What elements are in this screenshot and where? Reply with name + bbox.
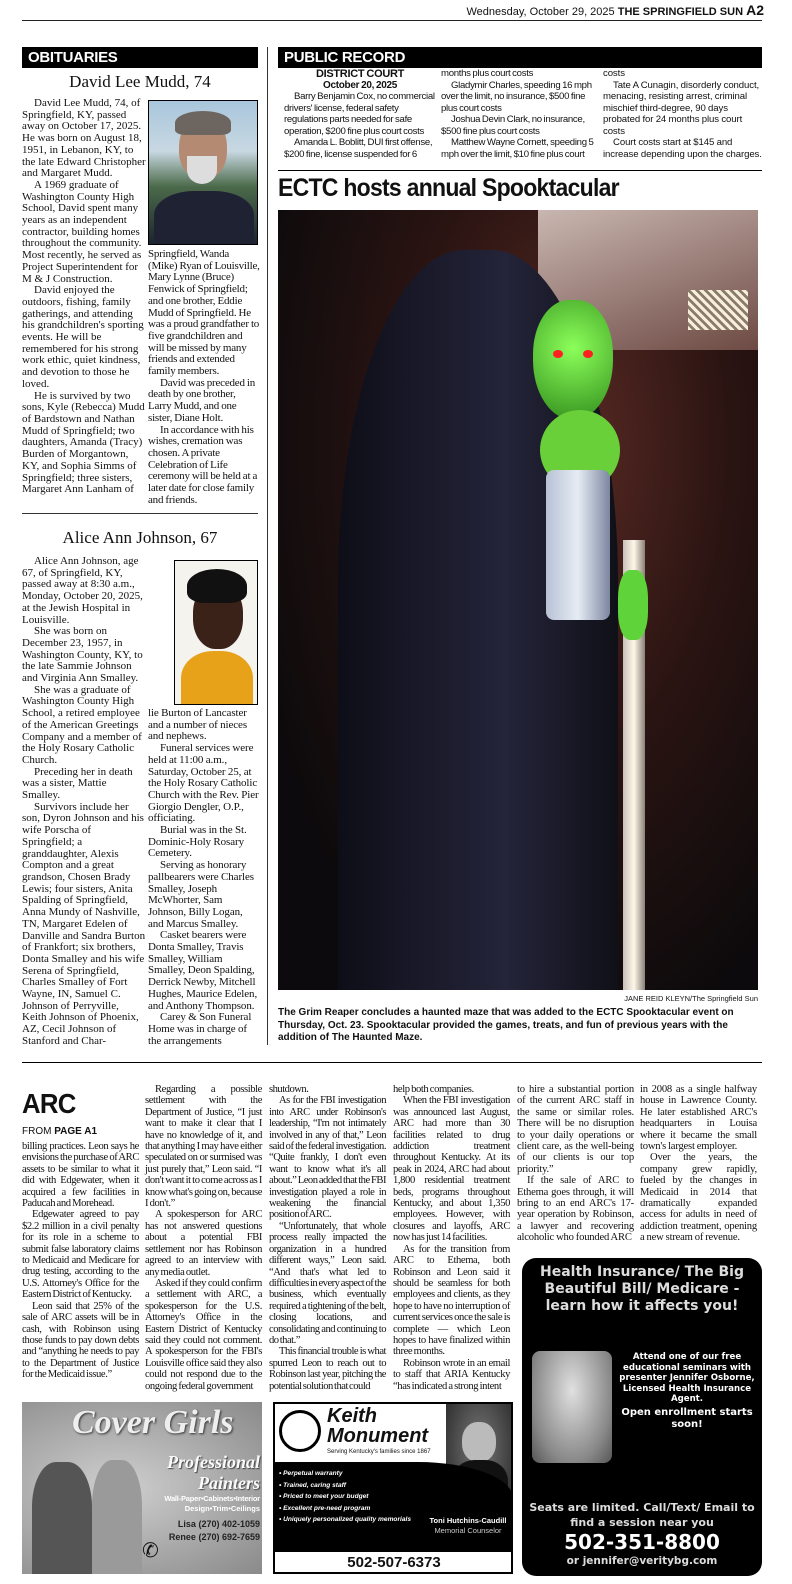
bullet-text: Perpetual warranty bbox=[283, 1470, 343, 1477]
paragraph: Preceding her in death was a sister, Mattie Smalley. bbox=[22, 765, 133, 802]
arc-headline: ARC bbox=[22, 1088, 76, 1119]
bullet-item: • Trained, caring staff bbox=[279, 1481, 346, 1489]
arc-column-6 bbox=[640, 1084, 757, 1244]
bullet-text: Excellent pre-need program bbox=[283, 1504, 371, 1512]
obituary-text-col1 bbox=[22, 98, 146, 496]
phone-icon: ✆ bbox=[142, 1538, 159, 1562]
painter-illustration bbox=[92, 1460, 142, 1574]
ad-title bbox=[327, 1406, 428, 1446]
paragraph: months plus court costs bbox=[441, 68, 534, 79]
ad-tagline: Serving Kentucky's families since 1867 bbox=[327, 1449, 431, 1455]
ad-title-line: Monument bbox=[327, 1425, 429, 1447]
contact-name: Lisa bbox=[177, 1519, 196, 1529]
paragraph: This financial trouble is what spurred Leon to reach out to Robinson last year, pitching the potential solution that could bbox=[269, 1346, 386, 1392]
bullet-item: • Excellent pre-need program bbox=[279, 1504, 371, 1512]
paragraph: She was born on December 23, 1957, in Washington County, KY, to the late Sammie Johnson and Virginia Ann Smalley. bbox=[22, 625, 143, 685]
court-date: October 20, 2025 bbox=[322, 80, 398, 91]
obituary-text-col2 bbox=[148, 708, 260, 1047]
paragraph: Survivors include her son, Dyron Johnson and his wife Porscha of Springfield; a granddaughter, Alexis Compton and a great grandson, Chosen Brady Lewis; four sisters, Anita Spalding of Springfield, Anna Mundy of Nashville, TN, Margaret Edelen of Danville and Sandra Burton of Frankfort; six brothers, Donta Smalley and his wife Serena of Springfield, Charles Smalley of Fort Wayne, IN, Samuel C. Johnson of Perryville, Keith Johnson of Phoenix, AZ, Cecil Johnson of Stanford and Char- bbox=[22, 800, 146, 1047]
photo-caption: The Grim Reaper concludes a haunted maze that was added to the ECTC Spooktacular event on Thursday, Oct. 23. Spooktacular provided the games, treats, and fun of previous years with the addition of The Haunted Maze. bbox=[278, 1007, 734, 1043]
column-divider bbox=[267, 47, 268, 1045]
ad-body: Attend one of our free educational seminars with presenter Jennifer Osborne, Licensed Health Insurance Agent. bbox=[619, 1352, 755, 1404]
arc-column-1 bbox=[22, 1141, 139, 1381]
paragraph: He is survived by two sons, Kyle (Rebecca) Mudd of Bardstown and Nathan Mudd of Springfield; two daughters, Amanda (Tracy) Burden of Morgantown, KY, and Sophia Simms of Springfield; three sisters, Margaret Ann Lanham of bbox=[22, 389, 145, 496]
ad-cta: Seats are limited. Call/Text/ Email to find a session near you bbox=[529, 1501, 755, 1529]
paragraph: Springfield, Wanda (Mike) Ryan of Louisville, Mary Lynne (Bruce) Fenwick of Springfield; and one brother, Eddie Mudd of Springfield. He was a proud grandfather to five grandchildren and will be missed by many friends and extended family members. bbox=[148, 248, 260, 378]
divider bbox=[278, 170, 762, 171]
arc-column-2 bbox=[145, 1084, 262, 1392]
ad-services: Wall-Paper•Cabinets•Interior bbox=[164, 1494, 260, 1503]
contact-phone[interactable]: (270) 692-7659 bbox=[198, 1532, 260, 1542]
paper-name: THE SPRINGFIELD SUN bbox=[617, 6, 744, 18]
counselor-name: Toni Hutchins-Caudill bbox=[429, 1516, 507, 1525]
paragraph: lie Burton of Lancaster and a number of nieces and nephews. bbox=[148, 707, 248, 743]
obituary-photo-david bbox=[148, 100, 258, 245]
feature-photo-grim-reaper bbox=[278, 210, 758, 990]
rock-of-ages-logo bbox=[279, 1410, 321, 1452]
counselor-role: Memorial Counselor bbox=[434, 1526, 502, 1535]
court-title: DISTRICT COURT bbox=[315, 68, 405, 80]
paragraph: shutdown. bbox=[269, 1084, 309, 1095]
paragraph: in 2008 as a single halfway house in Lawrence County. He later established ARC's headquarters in Louisa where it became the small town's largest employer. bbox=[640, 1084, 757, 1153]
paragraph: Gladymir Charles, speeding 16 mph over the limit, no insurance, $500 fine plus court costs bbox=[441, 79, 592, 114]
paragraph: help both companies. bbox=[393, 1084, 474, 1095]
ad-headline: Health Insurance/ The Big Beautiful Bill/ Medicare - learn how it affects you! bbox=[540, 1264, 744, 1314]
paragraph: Funeral services were held at 11:00 a.m., Saturday, October 25, at the Holy Rosary Catholic Church with the Rev. Pier Giorgio Dengler, O.P., officiating. bbox=[148, 742, 259, 825]
paragraph: Carey & Son Funeral Home was in charge of the arrangements bbox=[148, 1011, 252, 1047]
section-divider bbox=[22, 1062, 762, 1063]
paragraph: Tate A Cunagin, disorderly conduct, menacing, resisting arrest, criminal mischief third-degree, 90 days probated for 24 months plus court costs bbox=[603, 79, 760, 137]
obituary-name: Alice Ann Johnson, 67 bbox=[62, 528, 218, 547]
arc-column-3 bbox=[269, 1084, 386, 1392]
paragraph: David was preceded in death by one brother, Larry Mudd, and one sister, Diane Holt. bbox=[148, 376, 256, 424]
paragraph: Robinson wrote in an email to staff that ARIA Kentucky “has indicated a strong intent bbox=[393, 1357, 510, 1392]
paragraph: costs bbox=[603, 68, 625, 79]
paragraph: Serving as honorary pallbearers were Charles Smalley, Joseph McWhorter, Sam Johnson, Billy Logan, and Marcus Smalley. bbox=[148, 859, 254, 930]
paragraph: billing practices. Leon says he envisions the purchase of ARC assets to be similar to what it did with Edgewater, when it acquired a few facilities in Paducah and Morehead. bbox=[22, 1141, 139, 1210]
paragraph: When the FBI investigation was announced last August, ARC had more than 30 facilities related to drug addiction treatment throughout Kentucky. At its peak in 2024, ARC had about 1,800 residential treatment beds, programs throughout Kentucky, and about 1,350 employees. However, with closures and layoffs, ARC now has just 14 facilities. bbox=[393, 1095, 510, 1244]
paragraph: As for the transition from ARC to Ethema, both Robinson and Leon said it should be seamless for both employees and clients, as they hope to have no interruption of current services once the sale is complete — which Leon hopes to have finalized within three months. bbox=[393, 1243, 510, 1358]
paragraph: Joshua Devin Clark, no insurance, $500 fine plus court costs bbox=[441, 114, 585, 137]
ad-title-line: Keith bbox=[327, 1405, 377, 1427]
obituaries-header: OBITUARIES bbox=[22, 47, 258, 68]
obituary-text-col1 bbox=[22, 556, 146, 1048]
ad-phone[interactable]: 502-507-6373 bbox=[347, 1554, 441, 1571]
paragraph: Casket bearers were Donta Smalley, Travis Smalley, William Smalley, Deon Spalding, Derrick Newby, Mitchell Hughes, Maurice Edelen, and Anthony Thompson. bbox=[148, 929, 258, 1012]
agent-photo bbox=[532, 1351, 612, 1463]
court-entries bbox=[284, 91, 436, 160]
paragraph: Alice Ann Johnson, age 67, of Springfield, KY, passed away at 8:30 a.m., Monday, October 20, 2025, at the Jewish Hospital in Louisville. bbox=[22, 555, 143, 626]
ad-bullets bbox=[279, 1468, 421, 1526]
ad-services: Design•Trim•Ceilings bbox=[184, 1504, 260, 1513]
ad-subtitle: Painters bbox=[197, 1473, 260, 1493]
ad-health-insurance[interactable] bbox=[522, 1258, 762, 1576]
paragraph: Court costs start at $145 and increase depending upon the charges. bbox=[603, 137, 762, 160]
painter-illustration bbox=[32, 1462, 92, 1574]
ad-keith-monument[interactable] bbox=[273, 1402, 513, 1574]
ad-cover-girls[interactable] bbox=[22, 1402, 262, 1574]
obituary-name: David Lee Mudd, 74 bbox=[69, 72, 211, 91]
obituary-photo-alice bbox=[174, 560, 258, 705]
paragraph: A spokesperson for ARC has not answered questions about a potential FBI settlement nor has Robinson agreed to an interview with any media outlet. bbox=[145, 1209, 262, 1278]
contact-phone[interactable]: (270) 402-1059 bbox=[198, 1519, 260, 1529]
paragraph: Barry Benjamin Cox, no commercial drivers' license, federal safety regulations parts needed for safe operation, $200 fine plus court costs bbox=[284, 91, 435, 137]
paragraph: In accordance with his wishes, cremation was chosen. A private Celebration of Life ceremony will be held at a later date for close family and friends. bbox=[148, 423, 258, 506]
ad-open-enrollment: Open enrollment starts soon! bbox=[621, 1406, 753, 1430]
ad-title: Cover Girls bbox=[72, 1404, 234, 1441]
obituary-text-col2 bbox=[148, 249, 260, 506]
paragraph: Burial was in the St. Dominic-Holy Rosary Cemetery. bbox=[148, 824, 247, 860]
ad-body-block bbox=[616, 1352, 758, 1431]
paragraph: David enjoyed the outdoors, fishing, family gatherings, and attending his grandchildren's sporting events. He will be remembered for his strong work ethic, quiet kindness, and devotion to those he loved. bbox=[22, 284, 144, 390]
bullet-item: • Priced to meet your budget bbox=[279, 1493, 369, 1500]
bullet-text: Uniquely personalized quality memorials bbox=[283, 1516, 412, 1523]
paragraph: Amanda L. Boblitt, DUI first offense, $200 fine, license suspended for 6 bbox=[284, 137, 433, 160]
paragraph: Edgewater agreed to pay $2.2 million in a civil penalty for its role in a scheme to submit false laboratory claims to Medicaid and Medicare for drug testing, according to the U.S. Attorney's Office for the Eastern District of Kentucky. bbox=[22, 1209, 139, 1301]
public-record-header: PUBLIC RECORD bbox=[278, 47, 762, 68]
paragraph: If the sale of ARC to Ethema goes through, it will bring to an end ARC's 17-year operation by Robinson, a lawyer and recovering alcoholic who founded ARC bbox=[517, 1175, 634, 1244]
bullet-text: Trained, caring staff bbox=[283, 1481, 346, 1489]
ad-phone[interactable]: 502-351-8800 bbox=[564, 1530, 720, 1554]
paragraph: A 1969 graduate of Washington County High School, David spent many years as an independent contractor, building homes throughout the community. Most recently, he served as Project Superintendent for M & J Construction. bbox=[22, 178, 142, 285]
bullet-item: • Perpetual warranty bbox=[279, 1470, 343, 1477]
paragraph: to hire a substantial portion of the current ARC staff in the same or similar roles. There will be no disruption to your daily operations or client care, as the well-being of our clients is our top priority.” bbox=[517, 1084, 634, 1175]
bullet-item: • Uniquely personalized quality memorials bbox=[279, 1516, 412, 1523]
top-rule bbox=[22, 20, 762, 21]
page-number: A2 bbox=[746, 2, 764, 18]
jump-from: FROM bbox=[22, 1126, 52, 1137]
jump-line bbox=[22, 1126, 97, 1137]
page-folio bbox=[466, 2, 764, 18]
feature-headline: ECTC hosts annual Spooktacular bbox=[278, 174, 619, 202]
counselor-block bbox=[423, 1516, 513, 1536]
ad-email[interactable]: or jennifer@veritybg.com bbox=[566, 1555, 718, 1567]
jump-page-link[interactable]: PAGE A1 bbox=[54, 1126, 98, 1137]
public-record-col1 bbox=[284, 68, 436, 160]
paragraph: “Unfortunately, that whole process really impacted the organization in a hundred different ways,” Leon said. “And that's what led to difficulties in every aspect of the business, which eventually required a tightening of the belt, closing locations, and consolidating and continuing to do that.” bbox=[269, 1220, 386, 1346]
photo-credit: JANE REID KLEYN/The Springfield Sun bbox=[624, 994, 758, 1003]
bullet-text: Priced to meet your budget bbox=[283, 1493, 369, 1500]
paragraph: Regarding a possible settlement with the Department of Justice, “I just want to make it clear that I have no knowledge of it, and that anything I may have either speculated on or surmised was just purely that,” Leon said. “I don't want it to come across as I know what's going on, because I don't.” bbox=[145, 1084, 262, 1210]
public-record-col3 bbox=[603, 68, 762, 160]
paragraph: She was a graduate of Washington County High School, a retired employee of the American Greetings Company and a member of the Holy Rosary Catholic Church. bbox=[22, 683, 142, 766]
paragraph: Asked if they could confirm a settlement with ARC, a spokesperson for the U.S. Attorney's Office in the Eastern District of Kentucky said they could not comment. A spokesperson for the FBI's Louisville office said they also could not respond due to the ongoing federal government bbox=[145, 1277, 262, 1392]
public-record-col2 bbox=[441, 68, 597, 160]
ad-text-block bbox=[144, 1452, 260, 1544]
arc-column-5 bbox=[517, 1084, 634, 1244]
paragraph: David Lee Mudd, 74, of Springfield, KY, passed away on October 17, 2025. He was born on August 18, 1951, in Lebanon, KY, to the late Edward Christopher and Margaret Mudd. bbox=[22, 97, 146, 180]
ad-subtitle: Professional bbox=[166, 1452, 260, 1472]
paragraph: As for the FBI investigation into ARC under Robinson's leadership, “I'm not intimately involved in any of that,” Leon said of the federal investigation. “Quite frankly, I don't even want to know what it's all about.” Leon added that the FBI investigation played a role in weakening the financial position of ARC. bbox=[269, 1095, 386, 1221]
paragraph: Leon said that 25% of the sale of ARC assets will be in cash, with Robinson using those funds to pay down debts and “anything he needs to pay to the Department of Justice for the Medicaid issue.” bbox=[22, 1300, 139, 1381]
divider bbox=[22, 513, 258, 514]
contact-name: Renee bbox=[168, 1532, 196, 1542]
arc-column-4 bbox=[393, 1084, 510, 1392]
issue-date: Wednesday, October 29, 2025 bbox=[466, 6, 615, 18]
paragraph: Matthew Wayne Cornett, speeding 5 mph over the limit, $10 fine plus court bbox=[441, 137, 594, 160]
paragraph: Over the years, the company grew rapidly, fueled by the changes in Medicaid in 2014 that dramatically expanded access for adults in need of addiction treatment, opening a new stream of revenue. bbox=[640, 1152, 757, 1244]
ad-contact-block bbox=[526, 1500, 758, 1568]
